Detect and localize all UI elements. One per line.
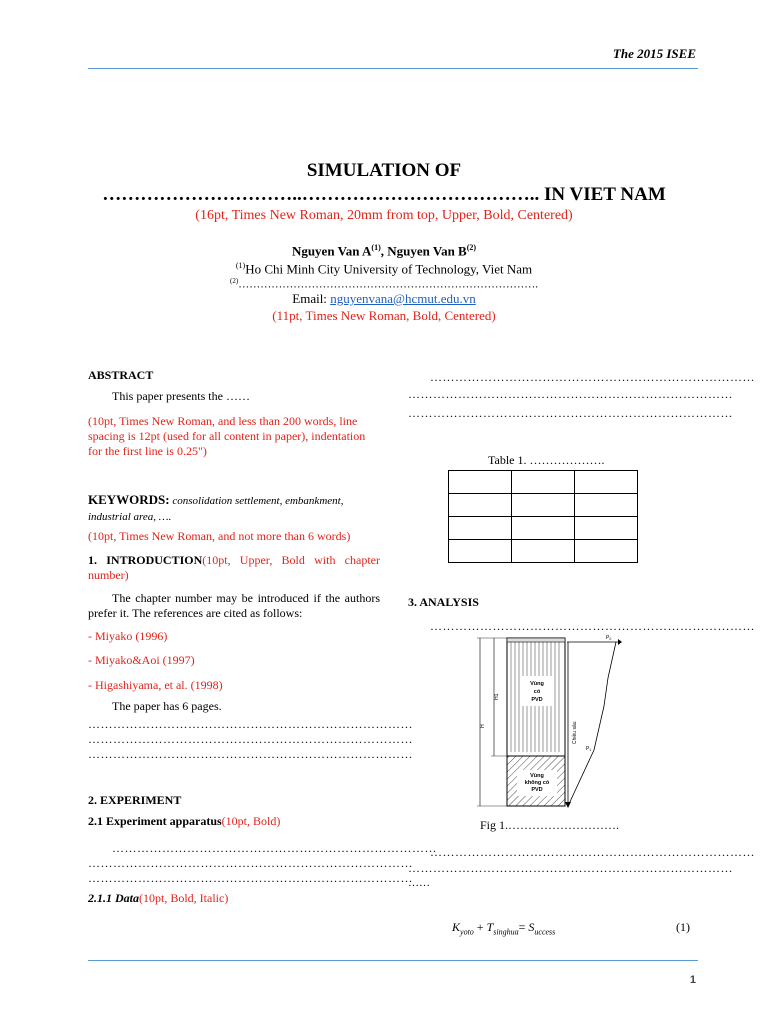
p1-label: $P_1$ — [586, 746, 592, 752]
experiment-sub-block — [88, 814, 380, 829]
ref-1: - Miyako (1996) — [88, 629, 168, 643]
dots-line: …………………………………………………………………… — [88, 871, 413, 885]
email-link[interactable]: nguyenvana@hcmut.edu.vn — [330, 291, 476, 306]
p0-label: $P_0$ — [606, 635, 612, 641]
dim-h-label: H — [480, 724, 486, 728]
experiment-heading: 2. EXPERIMENT — [88, 793, 182, 807]
affiliation-2 — [0, 277, 768, 291]
eq-k-sub: yoto — [460, 927, 474, 937]
page-number: 1 — [689, 974, 696, 986]
eq-equals: = — [518, 920, 529, 934]
dots-tail: …… — [408, 877, 430, 889]
zone-bottom-label-2: không có — [524, 780, 550, 786]
table-cell — [449, 471, 512, 494]
eq-t-sub: singhua — [493, 927, 519, 937]
table-cell — [512, 517, 575, 540]
eq-s-sub: uccess — [534, 927, 556, 937]
keywords-block — [88, 492, 380, 525]
author-a: Nguyen Van A — [291, 243, 372, 259]
affiliation-1-sup: (1) — [235, 261, 246, 270]
ref-3: - Higashiyama, et al. (1998) — [88, 678, 223, 692]
email-label: Email: — [292, 291, 331, 306]
dots-line: …………………………………………………………………… — [88, 732, 413, 746]
author-a-sup: (1) — [371, 243, 381, 252]
email-line — [0, 291, 768, 307]
affiliation-1-text: Ho Chi Minh City University of Technology, Viet Nam — [245, 261, 533, 277]
table-cell — [575, 517, 638, 540]
data-sub-heading: 2.1.1 Data — [88, 891, 139, 905]
depth-label: Chiều sâu — [572, 721, 578, 744]
abstract-text: This paper presents the …… — [112, 389, 250, 403]
intro-text: The chapter number may be introduced if the authors prefer it. The references are cited as follows: — [88, 591, 380, 620]
table-caption: Table 1. ………………. — [488, 453, 605, 467]
eq-plus: + — [473, 920, 487, 934]
experiment-sub-note: (10pt, Bold) — [221, 814, 281, 828]
zone-bottom-label-3: PVD — [531, 787, 543, 793]
author-format-note: (11pt, Times New Roman, Bold, Centered) — [272, 308, 496, 323]
eq-t: T — [486, 920, 494, 934]
experiment-sub-heading: 2.1 Experiment apparatus — [88, 814, 222, 828]
zone-top-label-3: PVD — [531, 697, 543, 703]
table-1 — [448, 470, 638, 563]
intro-format-note: (10pt, Upper, Bold with chapter number) — [88, 553, 380, 582]
dots-line: …………………………………………………………………… — [408, 387, 733, 401]
table-cell — [575, 540, 638, 563]
affiliation-1 — [0, 261, 768, 277]
table-cell — [575, 471, 638, 494]
dots-line: …………………………………………………………………… — [408, 406, 733, 420]
figure-caption: Fig 1.………………………. — [480, 818, 620, 832]
author-line — [0, 243, 768, 259]
data-sub-note: (10pt, Bold, Italic) — [139, 891, 229, 905]
data-sub-block — [88, 891, 380, 906]
keywords-text: consolidation settlement, embankment, industrial area, …. — [88, 495, 344, 523]
table-cell — [449, 494, 512, 517]
conference-name: The 2015 ISEE — [612, 46, 696, 61]
title-format-note: (16pt, Times New Roman, 20mm from top, Upper, Bold, Centered) — [195, 208, 573, 223]
intro-heading: 1. INTRODUCTION — [88, 553, 203, 567]
table-cell — [512, 494, 575, 517]
dots-line: …………………………………………………………………… — [88, 856, 413, 870]
dots-line: …………………………………………………………………… — [112, 841, 437, 855]
table-cell — [512, 471, 575, 494]
table-cell — [512, 540, 575, 563]
abstract-format-note: (10pt, Times New Roman, and less than 200 words, line spacing is 12pt (used for all content in paper), indentation for the first line is 0.25") — [88, 414, 366, 458]
table-cell — [449, 517, 512, 540]
dots-line: …………………………………………………………………… — [430, 619, 755, 633]
dots-line: …………………………………………………………………… — [88, 747, 413, 761]
dots-line: …………………………………………………………………… — [430, 845, 755, 859]
intro-heading-block — [88, 553, 380, 583]
author-b: Nguyen Van B — [387, 243, 467, 259]
abstract-heading: ABSTRACT — [88, 368, 154, 382]
zone-top-label: Vùng — [530, 681, 544, 687]
author-b-sup: (2) — [466, 243, 477, 252]
paper-title-line2: …………………………..……………………………….. IN VIET NAM — [102, 184, 666, 205]
eq-k: K — [452, 920, 461, 934]
zone-top-label-2: có — [533, 689, 541, 695]
keywords-format-note: (10pt, Times New Roman, and not more than 6 words) — [88, 529, 351, 543]
paper-title-line1: SIMULATION OF — [306, 160, 462, 181]
ref-2: - Miyako&Aoi (1997) — [88, 653, 195, 667]
dots-line: …………………………………………………………………… — [408, 861, 733, 875]
affiliation-2-text: ………………………………………………………………………. — [238, 278, 538, 291]
keywords-label: KEYWORDS: — [88, 492, 170, 507]
equation — [452, 920, 555, 936]
figure-1-diagram — [470, 632, 620, 812]
eq-s: S — [528, 920, 535, 934]
dim-h1-label: H1 — [494, 693, 500, 700]
table-cell — [449, 540, 512, 563]
zone-bottom-label: Vùng — [530, 773, 544, 779]
header-rule — [88, 68, 698, 69]
dots-line: …………………………………………………………………… — [430, 370, 755, 384]
author-sep: , — [380, 243, 388, 259]
equation-number: (1) — [676, 920, 690, 934]
page-count-text: The paper has 6 pages. — [112, 699, 222, 713]
dots-line: …………………………………………………………………… — [88, 717, 413, 731]
analysis-heading: 3. ANALYSIS — [408, 595, 479, 609]
table-cell — [575, 494, 638, 517]
affiliation-2-sup: (2) — [230, 277, 239, 285]
footer-rule — [88, 960, 698, 961]
